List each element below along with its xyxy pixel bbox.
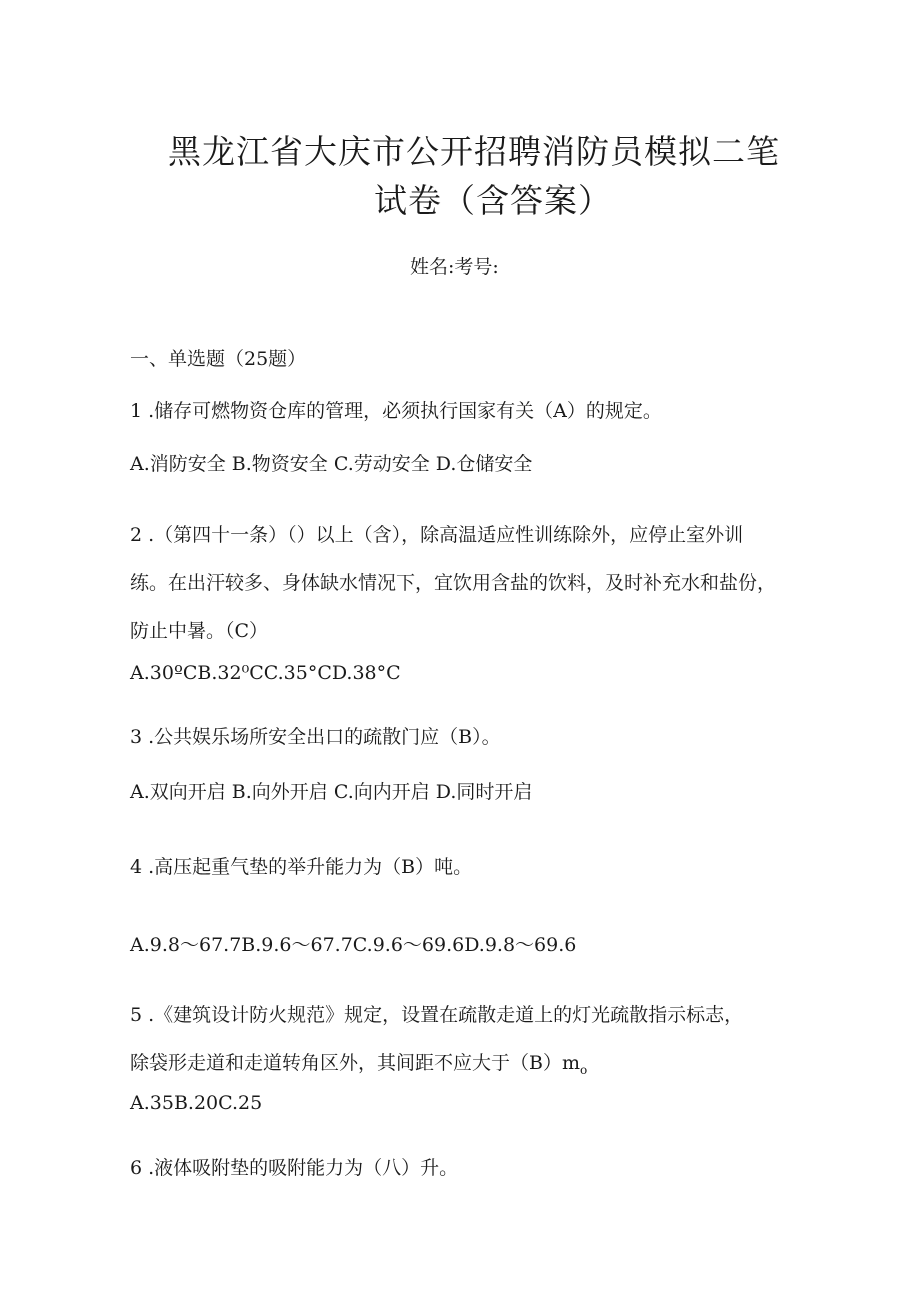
document-title-line-1: 黑龙江省大庆市公开招聘消防员模拟二笔 bbox=[168, 132, 780, 171]
question-3-text: 3 .公共娱乐场所安全出口的疏散门应（B）。 bbox=[130, 726, 501, 748]
question-2-text-line-1: 2 .（第四十一条）（）以上（含），除高温适应性训练除外，应停止室外训 bbox=[130, 524, 744, 546]
question-2-text-line-3: 防止中暑。（C） bbox=[130, 620, 269, 642]
question-2-text-line-2: 练。在出汗较多、身体缺水情况下，宜饮用含盐的饮料，及时补充水和盐份， bbox=[130, 572, 777, 594]
question-1-text: 1 .储存可燃物资仓库的管理，必须执行国家有关（A）的规定。 bbox=[130, 400, 662, 422]
question-5-text-line-1: 5 .《建筑设计防火规范》规定，设置在疏散走道上的灯光疏散指示标志， bbox=[130, 1004, 744, 1026]
name-exam-number-label: 姓名:考号: bbox=[410, 256, 499, 278]
question-5-options: A.35B.20C.25 bbox=[130, 1092, 263, 1114]
question-5-unit-suffix: o bbox=[579, 1063, 588, 1077]
question-4-options: A.9.8～67.7B.9.6～67.7C.9.6～69.6D.9.8～69.6 bbox=[130, 934, 577, 956]
document-title-line-2: 试卷（含答案） bbox=[374, 181, 612, 220]
question-2-options: A.30ºCB.32⁰CC.35°CD.38°C bbox=[130, 662, 401, 684]
question-3-options: A.双向开启 B.向外开启 C.向内开启 D.同时开启 bbox=[130, 781, 533, 803]
question-5-text-line-2-main: 除袋形走道和走道转角区外，其间距不应大于（B）m bbox=[130, 1052, 580, 1074]
question-1-options: A.消防安全 B.物资安全 C.劳动安全 D.仓储安全 bbox=[130, 453, 533, 475]
question-5-text-line-2 bbox=[130, 1048, 587, 1075]
question-6-text: 6 .液体吸附垫的吸附能力为（八）升。 bbox=[130, 1157, 459, 1179]
question-4-text: 4 .高压起重气垫的举升能力为（B）吨。 bbox=[130, 856, 473, 878]
section-heading: 一、单选题（25题） bbox=[130, 348, 307, 370]
